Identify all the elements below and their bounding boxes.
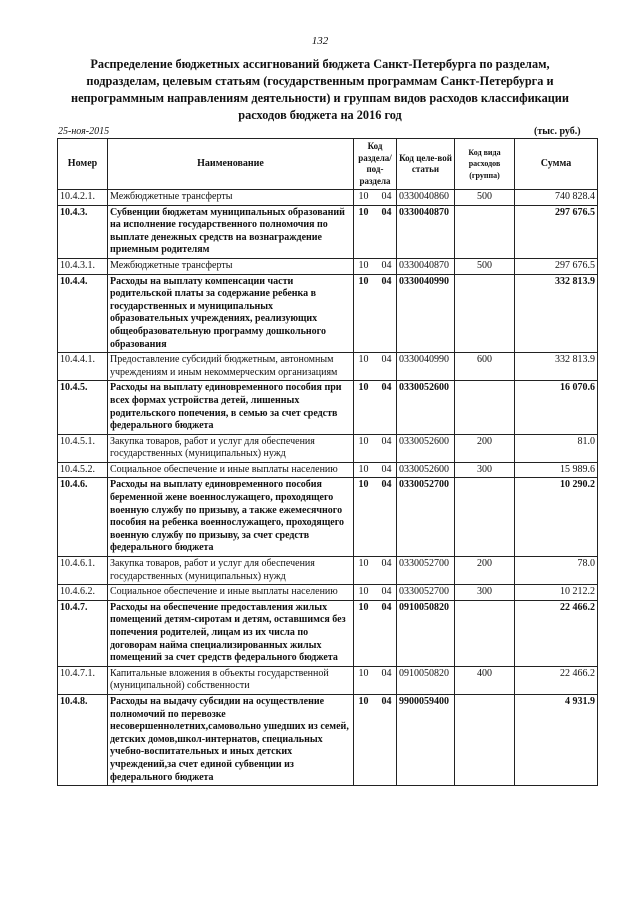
row-name: Межбюджетные трансферты <box>108 190 354 206</box>
row-csr: 0330040870 <box>397 258 455 274</box>
row-razdel <box>354 600 397 666</box>
table-row <box>58 666 598 694</box>
row-razdel-code: 10 <box>358 667 369 679</box>
row-podrazdel-code: 04 <box>381 601 392 613</box>
row-number: 10.4.4. <box>58 274 108 353</box>
row-name: Расходы на выплату единовременного пособия беременной жене военнослужащего, проходящего военную службу по призыву, а также ежемесячного пособия на ребенка военнослужащего, проходящего военную службу по призыву, за счет средств федерального бюджета <box>108 478 354 557</box>
row-razdel-code: 10 <box>358 586 369 598</box>
table-row <box>58 258 598 274</box>
row-razdel <box>354 258 397 274</box>
row-vid <box>455 274 515 353</box>
row-vid <box>455 478 515 557</box>
header-number: Номер <box>58 139 108 190</box>
row-name: Межбюджетные трансферты <box>108 258 354 274</box>
row-name: Предоставление субсидий бюджетным, автономным учреждениям и иным некоммерческим организациям <box>108 353 354 381</box>
row-razdel <box>354 585 397 601</box>
row-csr: 9900059400 <box>397 694 455 785</box>
row-name: Социальное обеспечение и иные выплаты населению <box>108 585 354 601</box>
row-csr: 0330052600 <box>397 381 455 434</box>
row-podrazdel-code: 04 <box>381 275 392 287</box>
row-csr: 0330040860 <box>397 190 455 206</box>
row-razdel-code: 10 <box>358 479 369 491</box>
row-vid: 500 <box>455 190 515 206</box>
row-sum: 78.0 <box>515 557 598 585</box>
row-vid: 200 <box>455 557 515 585</box>
table-row <box>58 381 598 434</box>
row-podrazdel-code: 04 <box>381 435 392 447</box>
row-sum: 81.0 <box>515 434 598 462</box>
header-csr: Код целе-вой статьи <box>397 139 455 190</box>
row-name: Капитальные вложения в объекты государственной (муниципальной) собственности <box>108 666 354 694</box>
row-name: Закупка товаров, работ и услуг для обеспечения государственных (муниципальных) нужд <box>108 434 354 462</box>
row-sum: 15 989.6 <box>515 462 598 478</box>
row-number: 10.4.7.1. <box>58 666 108 694</box>
row-razdel-code: 10 <box>358 354 369 366</box>
row-vid: 200 <box>455 434 515 462</box>
row-sum: 22 466.2 <box>515 600 598 666</box>
row-number: 10.4.3. <box>58 205 108 258</box>
row-razdel-code: 10 <box>358 601 369 613</box>
row-number: 10.4.8. <box>58 694 108 785</box>
row-csr: 0330052600 <box>397 434 455 462</box>
table-row <box>58 205 598 258</box>
row-csr: 0330040990 <box>397 353 455 381</box>
row-podrazdel-code: 04 <box>381 479 392 491</box>
row-csr: 0330040990 <box>397 274 455 353</box>
row-vid <box>455 381 515 434</box>
row-podrazdel-code: 04 <box>381 259 392 271</box>
row-number: 10.4.6. <box>58 478 108 557</box>
row-name: Субвенции бюджетам муниципальных образований на исполнение государственного полномочия по выплате денежных средств на вознаграждение приемным родителям <box>108 205 354 258</box>
row-sum: 10 290.2 <box>515 478 598 557</box>
row-number: 10.4.5.2. <box>58 462 108 478</box>
row-sum: 10 212.2 <box>515 585 598 601</box>
row-sum: 297 676.5 <box>515 258 598 274</box>
row-number: 10.4.4.1. <box>58 353 108 381</box>
row-number: 10.4.2.1. <box>58 190 108 206</box>
header-sum: Сумма <box>515 139 598 190</box>
document-date: 25-ноя-2015 <box>58 126 110 137</box>
row-vid <box>455 205 515 258</box>
row-name: Закупка товаров, работ и услуг для обеспечения государственных (муниципальных) нужд <box>108 557 354 585</box>
row-name: Расходы на выплату единовременного пособия при всех формах устройства детей, лишенных родительского попечения, в семью за счет средств федерального бюджета <box>108 381 354 434</box>
row-name: Расходы на обеспечение предоставления жилых помещений детям-сиротам и детям, оставшимся без попечения родителей, лицам из их числа по договорам найма специализированных жилых помещений за счет средств федерального бюджета <box>108 600 354 666</box>
table-row <box>58 694 598 785</box>
row-sum: 332 813.9 <box>515 353 598 381</box>
table-row <box>58 478 598 557</box>
row-razdel-code: 10 <box>358 463 369 475</box>
row-number: 10.4.3.1. <box>58 258 108 274</box>
row-vid <box>455 600 515 666</box>
title-line: подразделам, целевым статьям (государственным программам Санкт-Петербурга и <box>86 74 554 88</box>
row-csr: 0330052700 <box>397 557 455 585</box>
row-number: 10.4.6.1. <box>58 557 108 585</box>
row-razdel <box>354 205 397 258</box>
row-csr: 0910050820 <box>397 600 455 666</box>
row-podrazdel-code: 04 <box>381 558 392 570</box>
row-number: 10.4.5.1. <box>58 434 108 462</box>
title-line: Распределение бюджетных ассигнований бюджета Санкт-Петербурга по разделам, <box>90 57 550 71</box>
row-razdel <box>354 274 397 353</box>
row-vid: 400 <box>455 666 515 694</box>
row-podrazdel-code: 04 <box>381 586 392 598</box>
table-row <box>58 353 598 381</box>
row-csr: 0330052600 <box>397 462 455 478</box>
row-vid <box>455 694 515 785</box>
table-row <box>58 557 598 585</box>
row-name: Расходы на выдачу субсидии на осуществление полномочий по перевозке несовершеннолетних,самовольно ушедших из семей, детских домов,школ-интернатов, специальных учебно-воспитательных и иных детских учреждений,за счет единой субвенции из федерального бюджета <box>108 694 354 785</box>
row-csr: 0330052700 <box>397 478 455 557</box>
row-razdel-code: 10 <box>358 435 369 447</box>
row-sum: 740 828.4 <box>515 190 598 206</box>
row-vid: 300 <box>455 585 515 601</box>
title-line: непрограммным направлениям деятельности) и группам видов расходов классификации <box>71 91 569 105</box>
row-podrazdel-code: 04 <box>381 206 392 218</box>
row-razdel <box>354 381 397 434</box>
page-number: 132 <box>311 35 329 47</box>
row-razdel-code: 10 <box>358 695 369 707</box>
row-vid: 500 <box>455 258 515 274</box>
row-razdel <box>354 694 397 785</box>
table-row <box>58 585 598 601</box>
row-podrazdel-code: 04 <box>381 463 392 475</box>
row-razdel <box>354 478 397 557</box>
row-razdel <box>354 666 397 694</box>
row-razdel <box>354 190 397 206</box>
row-name: Расходы на выплату компенсации части родительской платы за содержание ребенка в государственных и муниципальных образовательных учреждениях, реализующих общеобразовательную программу дошкольного образования <box>108 274 354 353</box>
budget-table <box>57 138 598 786</box>
row-razdel-code: 10 <box>358 206 369 218</box>
table-row <box>58 434 598 462</box>
row-razdel-code: 10 <box>358 382 369 394</box>
row-razdel-code: 10 <box>358 558 369 570</box>
row-csr: 0910050820 <box>397 666 455 694</box>
row-podrazdel-code: 04 <box>381 191 392 202</box>
row-razdel-code: 10 <box>358 191 369 202</box>
row-podrazdel-code: 04 <box>381 667 392 679</box>
row-name: Социальное обеспечение и иные выплаты населению <box>108 462 354 478</box>
row-podrazdel-code: 04 <box>381 354 392 366</box>
table-header-row <box>58 139 598 190</box>
row-number: 10.4.5. <box>58 381 108 434</box>
row-number: 10.4.7. <box>58 600 108 666</box>
row-razdel-code: 10 <box>358 259 369 271</box>
row-csr: 0330052700 <box>397 585 455 601</box>
row-podrazdel-code: 04 <box>381 382 392 394</box>
table-row <box>58 274 598 353</box>
table-row <box>58 600 598 666</box>
document-title <box>40 56 600 124</box>
row-sum: 22 466.2 <box>515 666 598 694</box>
row-podrazdel-code: 04 <box>381 695 392 707</box>
row-razdel-code: 10 <box>358 275 369 287</box>
row-sum: 297 676.5 <box>515 205 598 258</box>
row-razdel <box>354 557 397 585</box>
row-sum: 4 931.9 <box>515 694 598 785</box>
row-vid: 600 <box>455 353 515 381</box>
units-label: (тыс. руб.) <box>534 126 581 137</box>
row-sum: 16 070.6 <box>515 381 598 434</box>
row-razdel <box>354 434 397 462</box>
row-razdel <box>354 462 397 478</box>
header-name: Наименование <box>108 139 354 190</box>
table-body <box>58 190 598 786</box>
row-number: 10.4.6.2. <box>58 585 108 601</box>
table-row <box>58 190 598 206</box>
row-sum: 332 813.9 <box>515 274 598 353</box>
title-line: расходов бюджета на 2016 год <box>238 108 402 122</box>
row-razdel <box>354 353 397 381</box>
header-razdel: Код раздела/ под-раздела <box>354 139 397 190</box>
row-csr: 0330040870 <box>397 205 455 258</box>
header-vid: Код вида расходов (группа) <box>455 139 515 190</box>
row-vid: 300 <box>455 462 515 478</box>
table-row <box>58 462 598 478</box>
